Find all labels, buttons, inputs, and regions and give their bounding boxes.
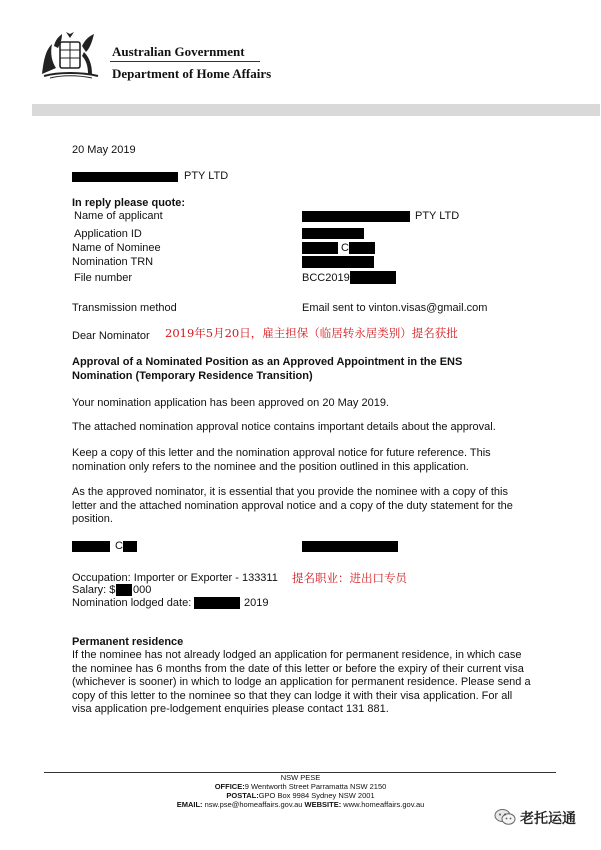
annotation-approval: 2019年5月20日，雇主担保（临居转永居类别）提名获批 xyxy=(165,326,458,340)
redaction xyxy=(302,242,338,254)
redaction xyxy=(302,541,398,552)
salary-suffix: 000 xyxy=(133,584,152,596)
field-value-applicant: PTY LTD xyxy=(415,210,460,222)
nominee-initial: C xyxy=(115,540,123,552)
pr-heading: Permanent residence xyxy=(72,636,184,648)
subject-line-2: Nomination (Temporary Residence Transition) xyxy=(72,370,313,382)
header-department: Department of Home Affairs xyxy=(112,66,272,81)
footer-office-label: OFFICE: xyxy=(214,782,245,791)
transmission-value: Email sent to vinton.visas@gmail.com xyxy=(302,302,488,314)
field-value-file-number: BCC2019 xyxy=(302,272,350,284)
footer-office-value: 9 Wentworth Street Parramatta NSW 2150 xyxy=(244,782,387,791)
pr-paragraph: If the nominee has not already lodged an application for permanent residence, in which case the nominee has 6 months from the date of this letter or before the expiry of their current visa (whichever is sooner) in which to lodge an application for permanent residence. Please send a copy of this letter to the nominee so that they can lodge it with their visa application. For all visa application pre-lodgement enquiries please contact 131 881. xyxy=(72,649,531,715)
redaction xyxy=(302,256,374,268)
header-band xyxy=(32,104,600,116)
field-label-file-number: File number xyxy=(74,272,133,284)
redaction xyxy=(350,271,396,284)
header-government: Australian Government xyxy=(112,44,245,59)
field-label-application-id: Application ID xyxy=(74,228,142,240)
annotation-occupation: 提名职业：进出口专员 xyxy=(292,571,407,585)
salary-prefix: Salary: $ xyxy=(72,584,116,596)
lodged-suffix: 2019 xyxy=(244,597,269,609)
redaction xyxy=(302,228,364,239)
field-value-nominee: C xyxy=(341,242,349,254)
footer-office-name: NSW PESE xyxy=(280,773,321,782)
wechat-icon xyxy=(494,808,516,826)
field-label-nominee: Name of Nominee xyxy=(72,242,161,254)
paragraph-approved: Your nomination application has been approved on 20 May 2019. xyxy=(72,397,389,409)
lodged-prefix: Nomination lodged date: xyxy=(72,597,192,609)
paragraph-notice: The attached nomination approval notice contains important details about the approval. xyxy=(72,421,496,433)
redaction xyxy=(194,597,240,609)
footer-email-label: EMAIL: xyxy=(176,800,203,809)
occupation: Occupation: Importer or Exporter - 133311 xyxy=(72,572,278,584)
field-label-trn: Nomination TRN xyxy=(72,256,154,268)
salutation: Dear Nominator xyxy=(72,330,150,342)
addressee-suffix: PTY LTD xyxy=(184,170,229,182)
redaction xyxy=(72,172,178,182)
watermark-text: 老托运通 xyxy=(520,811,576,827)
letter-date: 20 May 2019 xyxy=(72,144,136,156)
footer-postal-value: GPO Box 9984 Sydney NSW 2001 xyxy=(258,791,375,800)
redaction xyxy=(349,242,375,254)
paragraph-nominator: As the approved nominator, it is essential that you provide the nominee with a copy of this letter and the attached nomination approval notice and a copy of the duty statement for the position. xyxy=(72,486,513,525)
transmission-label: Transmission method xyxy=(72,302,177,314)
footer-website-label: WEBSITE: xyxy=(304,800,342,809)
subject-line-1: Approval of a Nominated Position as an Approved Appointment in the ENS xyxy=(72,356,463,368)
header-divider xyxy=(110,61,260,62)
footer-website-value: www.homeaffairs.gov.au xyxy=(343,800,425,809)
footer-office xyxy=(0,782,601,791)
redaction xyxy=(116,584,132,596)
footer-email-value: nsw.pse@homeaffairs.gov.au xyxy=(204,800,303,809)
field-label-applicant: Name of applicant xyxy=(74,210,163,222)
reply-heading: In reply please quote: xyxy=(72,197,186,209)
coat-of-arms-logo xyxy=(34,28,106,84)
footer-postal-label: POSTAL: xyxy=(226,791,259,800)
redaction xyxy=(302,211,410,222)
paragraph-keep-copy: Keep a copy of this letter and the nomination approval notice for future reference. This nomination only refers to the nominee and the position outlined in this application. xyxy=(72,447,491,473)
redaction xyxy=(123,541,137,552)
footer-postal xyxy=(0,791,601,800)
redaction xyxy=(72,541,110,552)
